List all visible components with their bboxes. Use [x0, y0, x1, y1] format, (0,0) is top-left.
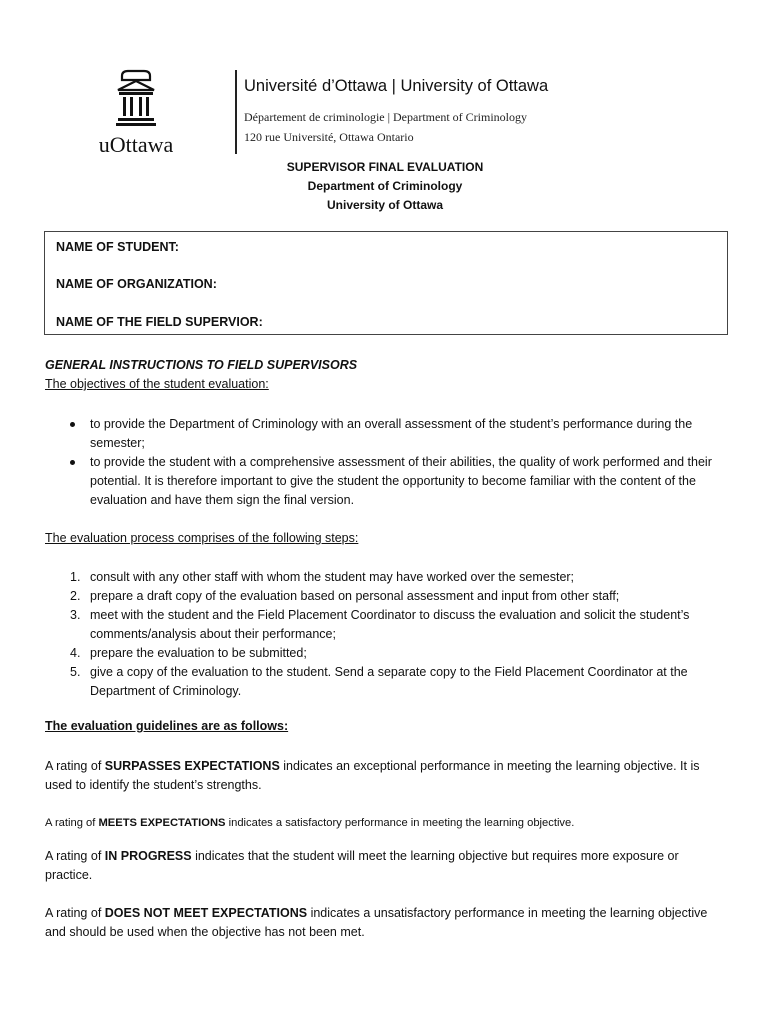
step-text: prepare the evaluation to be submitted; [90, 646, 307, 660]
objective-text: to provide the Department of Criminology with an overall assessment of the student’s performance during the semester; [90, 417, 693, 450]
rating-prefix: A rating of [45, 817, 99, 829]
rating-term: IN PROGRESS [104, 849, 192, 863]
rating-description: indicates that the student will meet the learning objective but requires more exposure or practice. [45, 849, 679, 882]
form-subtitle-university: University of Ottawa [326, 198, 444, 212]
rating-description: indicates an exceptional performance in meeting the learning objective. It is used to identify the student’s strengths. [45, 759, 700, 792]
form-title: SUPERVISOR FINAL EVALUATION [286, 160, 484, 174]
department-name: Département de criminologie | Department of Criminology [244, 110, 527, 124]
guidelines-heading: The evaluation guidelines are as follows: [45, 719, 289, 733]
objectives-heading: The objectives of the student evaluation: [45, 377, 269, 391]
header-divider [235, 70, 237, 154]
rating-does-not-meet-expectations [45, 904, 725, 942]
list-item [70, 415, 730, 453]
steps-heading: The evaluation process comprises of the following steps: [45, 531, 359, 545]
list-item [70, 644, 730, 663]
step-text: meet with the student and the Field Placement Coordinator to discuss the evaluation and solicit the student’s comments/analysis about their performance; [90, 608, 690, 641]
university-name: Université d’Ottawa | University of Ottawa [244, 77, 549, 95]
student-name-label: NAME OF STUDENT: [56, 240, 179, 254]
bullet-icon [70, 422, 75, 427]
step-text: give a copy of the evaluation to the student. Send a separate copy to the Field Placement Coordinator at the Department of Criminology. [90, 665, 688, 698]
field-supervisor-label: NAME OF THE FIELD SUPERVIOR: [56, 315, 263, 329]
bullet-icon [70, 460, 75, 465]
rating-term: SURPASSES EXPECTATIONS [104, 759, 280, 773]
steps-list [70, 568, 730, 701]
step-text: prepare a draft copy of the evaluation based on personal assessment and input from other staff; [90, 589, 620, 603]
list-item [70, 606, 730, 644]
step-number: 5. [70, 665, 81, 679]
university-building-icon [114, 68, 158, 126]
logo-wordmark: uOttawa [98, 132, 174, 157]
form-subtitle-department: Department of Criminology [307, 179, 463, 193]
rating-description: indicates a satisfactory performance in meeting the learning objective. [225, 817, 575, 829]
rating-in-progress [45, 847, 725, 885]
rating-term: MEETS EXPECTATIONS [98, 817, 226, 829]
rating-surpasses-expectations [45, 757, 725, 795]
step-number: 2. [70, 589, 81, 603]
organization-name-label: NAME OF ORGANIZATION: [56, 277, 217, 291]
objective-text: to provide the student with a comprehensive assessment of their abilities, the quality of work performed and their potential. It is therefore important to give the student the opportunity to become familiar with the content of the evaluation and have them sign the final version. [90, 455, 712, 507]
objectives-list [70, 415, 730, 510]
list-item [70, 663, 730, 701]
student-info-box [44, 231, 728, 335]
general-instructions-heading: GENERAL INSTRUCTIONS TO FIELD SUPERVISORS [45, 358, 358, 372]
step-number: 3. [70, 608, 81, 622]
rating-meets-expectations [45, 814, 725, 833]
department-address: 120 rue Université, Ottawa Ontario [244, 130, 414, 144]
rating-description: indicates a unsatisfactory performance in meeting the learning objective and should be used when the objective has not been met. [45, 906, 708, 939]
step-number: 4. [70, 646, 81, 660]
rating-term: DOES NOT MEET EXPECTATIONS [104, 906, 308, 920]
rating-prefix: A rating of [45, 906, 105, 920]
list-item [70, 568, 730, 587]
list-item [70, 453, 730, 510]
list-item [70, 587, 730, 606]
step-number: 1. [70, 570, 81, 584]
rating-prefix: A rating of [45, 849, 105, 863]
university-logo [84, 68, 188, 160]
rating-prefix: A rating of [45, 759, 105, 773]
step-text: consult with any other staff with whom the student may have worked over the semester; [90, 570, 575, 584]
